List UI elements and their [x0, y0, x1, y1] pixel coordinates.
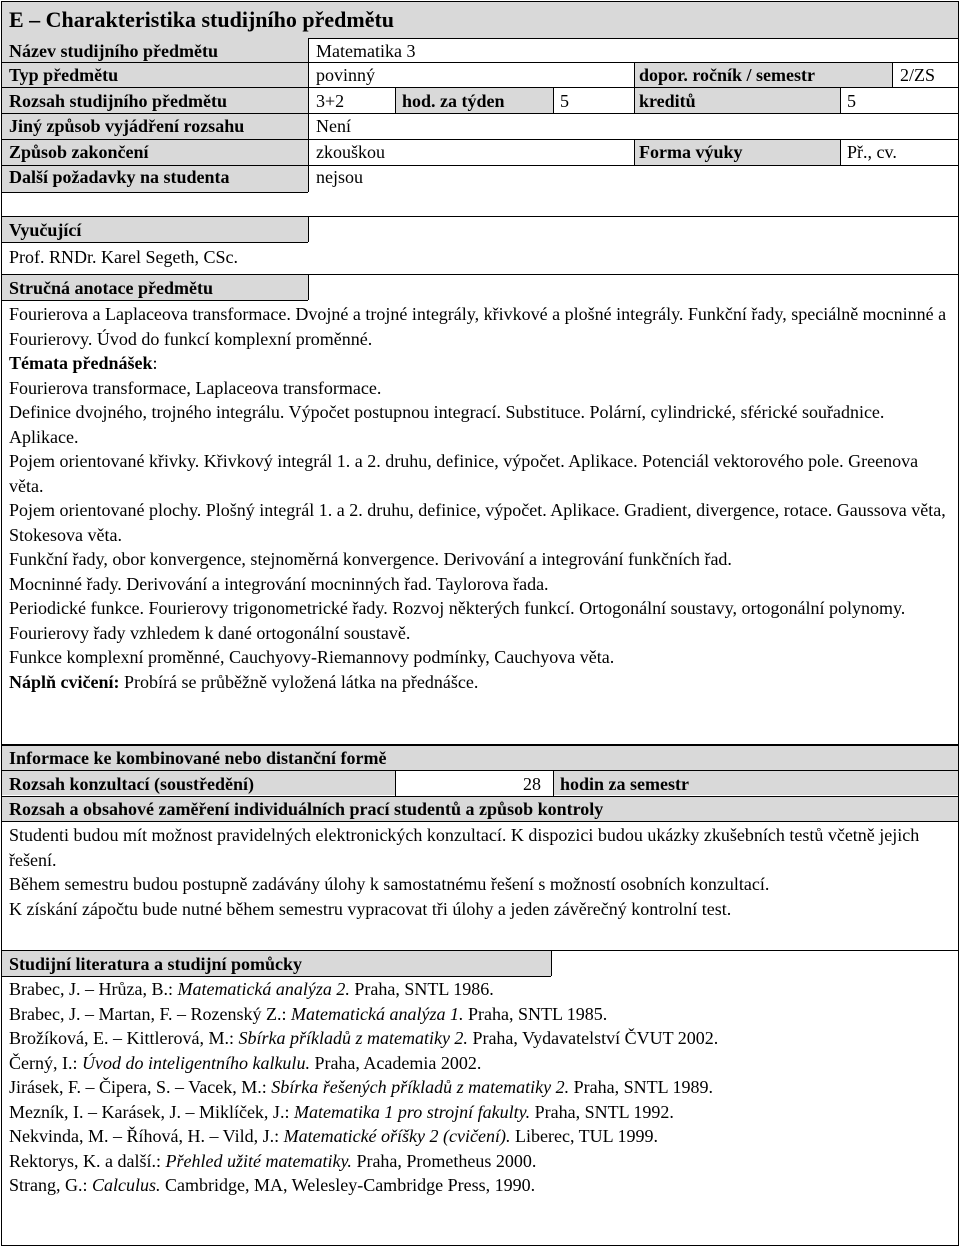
literature-item: Černý, I.: Úvod do inteligentního kalkulu. Praha, Academia 2002.	[9, 1052, 482, 1073]
value-teaching-form: Př., cv.	[847, 142, 897, 162]
literature-item: Strang, G.: Calculus. Cambridge, MA, Welesley-Cambridge Press, 1990.	[9, 1175, 536, 1195]
teacher-name: Prof. RNDr. Karel Segeth, CSc.	[9, 247, 238, 267]
label-completion: Způsob zakončení	[9, 142, 149, 162]
label-year-semester: dopor. ročník / semestr	[639, 65, 816, 85]
literature-item: Nekvinda, M. – Říhová, H. – Vild, J.: Matematické oříšky 2 (cvičení). Liberec, TUL 1999.	[9, 1126, 658, 1146]
literature-item: Jirásek, F. – Čipera, S. – Vacek, M.: Sbírka řešených příkladů z matematiky 2. Praha, SNTL 1989.	[9, 1077, 713, 1097]
value-course-name: Matematika 3	[316, 41, 416, 61]
lecture-item: Pojem orientované plochy. Plošný integrál 1. a 2. druhu, definice, výpočet. Aplikace. Gradient, divergence, rotace. Gaussova věta, Stokesova věta.	[9, 500, 946, 545]
literature-item: Rektorys, K. a další.: Přehled užité matematiky. Praha, Prometheus 2000.	[9, 1150, 537, 1171]
exercises-label: Náplň cvičení:	[9, 671, 120, 692]
label-course-type: Typ předmětu	[9, 65, 119, 85]
lecture-item: Fourierova transformace, Laplaceova transformace.	[9, 377, 382, 398]
label-scope: Rozsah studijního předmětu	[9, 91, 228, 111]
label-credits: kreditů	[639, 91, 696, 111]
label-teaching-form: Forma výuky	[639, 142, 743, 162]
annotation-body: Fourierova a Laplaceova transformace. Dvojné a trojné integrály, křivkové a plošné integrály. Funkční řady, speciálně mocninné a Fourierovy. Úvod do funkcí komplexní proměnné. Témata přednášek: Fourierova transformace, Laplaceova transformace. Definice dvojného, trojného integrálu. Výpočet postupnou integrací. Substituce. Polární, cylindrické, sférické souřadnice. Aplikace. Pojem orientované křivky. Křivkový integrál 1. a 2. druhu, definice, výpočet. Aplikace. Potenciál vektorového pole. Greenova věta. Pojem orientované plochy. Plošný integrál 1. a 2. druhu, definice, výpočet. Aplikace. Gradient, divergence, rotace. Gaussova věta, Stokesova věta. Funkční řady, obor konvergence, stejnoměrná konvergence. Derivování a integrování funkčních řad. Mocninné řady. Derivování a integrování mocninných řad. Taylorova řada. Periodické funkce. Fourierovy trigonometrické řady. Rozvoj některých funkcí. Ortogonální soustavy, ortogonální polynomy. Fourierovy řady vzhledem k dané ortogonální soustavě. Funkce komplexní proměnné, Cauchyovy-Riemannovy podmínky, Cauchyova věta. Náplň cvičení: Probírá se průběžně vyložená látka na přednášce.	[9, 302, 949, 694]
value-scope: 3+2	[316, 91, 345, 111]
value-other-scope: Není	[316, 116, 351, 136]
page-title: E – Charakteristika studijního předmětu	[9, 7, 395, 32]
label-other-scope: Jiný způsob vyjádření rozsahu	[9, 116, 245, 136]
exercises-text: Probírá se průběžně vyložená látka na přednášce.	[124, 671, 479, 692]
literature-item: Brabec, J. – Martan, F. – Rozenský Z.: Matematická analýza 1. Praha, SNTL 1985.	[9, 1003, 608, 1024]
lecture-item: Funkce komplexní proměnné, Cauchyovy-Riemannovy podmínky, Cauchyova věta.	[9, 647, 615, 667]
lecture-item: Funkční řady, obor konvergence, stejnoměrná konvergence. Derivování a integrování funkčních řad.	[9, 549, 732, 569]
individual-work-heading: Rozsah a obsahové zaměření individuálních prací studentů a způsob kontroly	[9, 799, 604, 819]
label-consultations: Rozsah konzultací (soustředění)	[9, 774, 255, 794]
literature-list	[9, 977, 949, 1198]
label-hours-week: hod. za týden	[402, 91, 505, 111]
literature-heading: Studijní literatura a studijní pomůcky	[9, 954, 303, 974]
value-year-semester: 2/ZS	[900, 65, 936, 85]
lecture-item: Mocninné řady. Derivování a integrování mocninných řad. Taylorova řada.	[9, 573, 549, 594]
individual-work-body: Studenti budou mít možnost pravidelných elektronických konzultací. K dispozici budou ukázky zkušebních testů včetně jejich řešení. Během semestru budou postupně zadávány úlohy k samostatnému řešení s možností osobních konzultací. K získání zápočtu bude nutné během semestru vypracovat tři úlohy a jeden závěrečný kontrolní test.	[9, 825, 920, 919]
literature-item: Mezník, I. – Karásek, J. – Miklíček, J.: Matematika 1 pro strojní fakulty. Praha, SNTL 1992.	[9, 1101, 674, 1122]
label-hours-semester: hodin za semestr	[560, 774, 689, 794]
annotation-text: Fourierova a Laplaceova transformace. Dvojné a trojné integrály, křivkové a plošné integrály. Funkční řady, speciálně mocninné a Fourierovy. Úvod do funkcí komplexní proměnné.	[9, 304, 947, 349]
teachers-heading: Vyučující	[9, 220, 82, 240]
label-course-name: Název studijního předmětu	[9, 41, 219, 61]
value-hours-week: 5	[560, 91, 569, 111]
value-requirements: nejsou	[316, 167, 363, 187]
course-sheet	[1, 1, 959, 1246]
value-credits: 5	[847, 91, 856, 111]
value-consultations: 28	[523, 774, 541, 794]
label-requirements: Další požadavky na studenta	[9, 167, 230, 187]
value-course-type: povinný	[316, 65, 376, 85]
lecture-item: Periodické funkce. Fourierovy trigonometrické řady. Rozvoj některých funkcí. Ortogonální soustavy, ortogonální polynomy. Fourierovy řady vzhledem k dané ortogonální soustavě.	[9, 598, 906, 643]
value-completion: zkouškou	[316, 142, 385, 162]
lectures-heading: Témata přednášek	[9, 353, 153, 373]
annotation-heading: Stručná anotace předmětu	[9, 278, 213, 298]
lecture-item: Pojem orientované křivky. Křivkový integrál 1. a 2. druhu, definice, výpočet. Aplikace. Potenciál vektorového pole. Greenova věta.	[9, 451, 919, 496]
literature-item: Brabec, J. – Hrůza, B.: Matematická analýza 2. Praha, SNTL 1986.	[9, 979, 494, 999]
lecture-item: Definice dvojného, trojného integrálu. Výpočet postupnou integrací. Substituce. Polární, cylindrické, sférické souřadnice. Aplikace.	[9, 402, 885, 447]
literature-item: Brožíková, E. – Kittlerová, M.: Sbírka příkladů z matematiky 2. Praha, Vydavatelství ČVUT 2002.	[9, 1028, 719, 1048]
distance-heading: Informace ke kombinované nebo distanční formě	[9, 748, 387, 768]
